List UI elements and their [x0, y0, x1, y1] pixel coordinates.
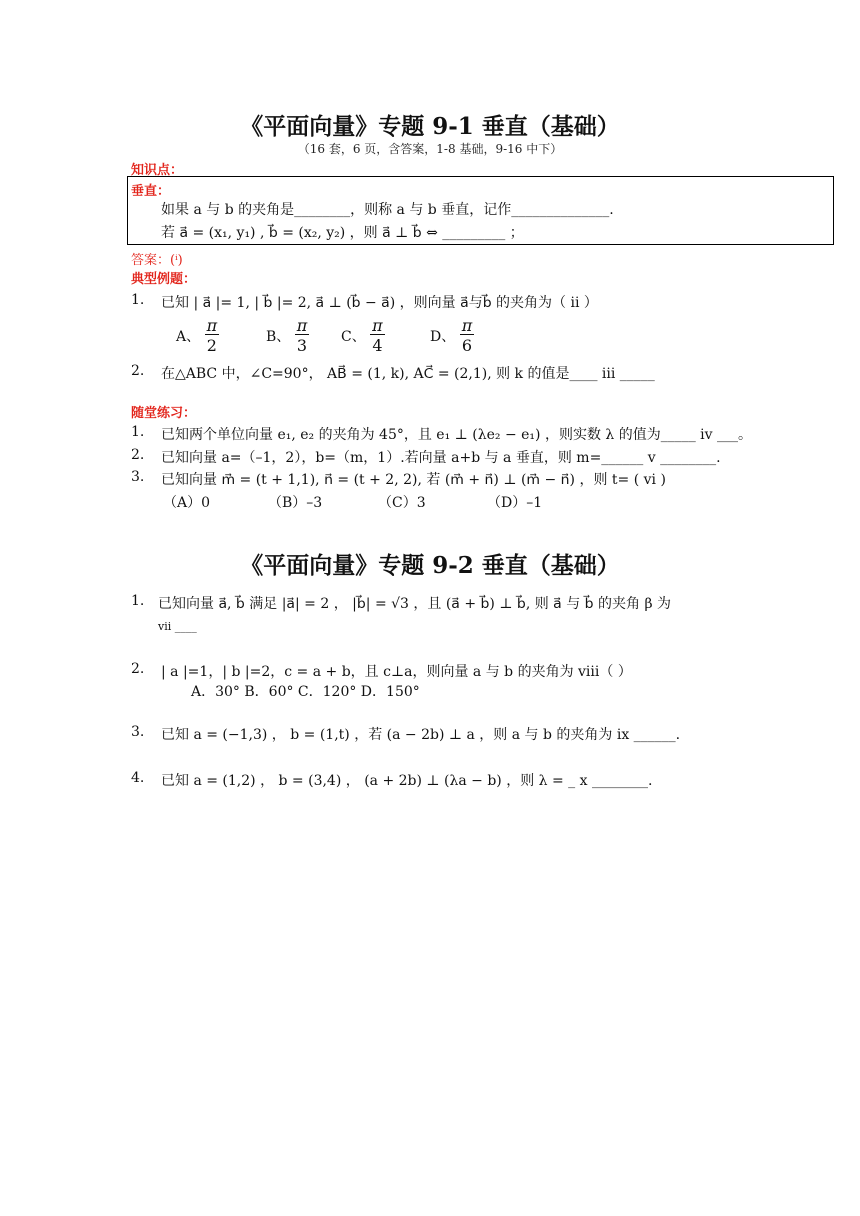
- part2-q3-number: 3.: [131, 724, 145, 740]
- doc-subtitle: （16 套，6 页，含答案，1-8 基础，9-16 中下）: [297, 142, 563, 156]
- example-1-number: 1.: [131, 292, 145, 308]
- box-line-1: 如果 a 与 b 的夹角是________，则称 a 与 b 垂直，记作______________.: [161, 202, 614, 218]
- example-1-option-b: B、 $\frac{\pi}{3}$: [266, 316, 308, 355]
- practice-3-number: 3.: [131, 469, 145, 485]
- practice-1-text: 已知两个单位向量 e₁, e₂ 的夹角为 45°，且 e₁ ⊥ (λe₂ − e₁) ，则实数 λ 的值为_____ iv ___。: [161, 427, 753, 443]
- example-1-option-c: C、 $\frac{\pi}{4}$: [341, 316, 383, 355]
- part2-q2-options: A．30° B．60° C．120° D．150°: [191, 684, 420, 700]
- practice-3-option-c: （C）3: [378, 495, 426, 511]
- practice-3-option-d: （D）–1: [487, 495, 543, 511]
- practice-1-number: 1.: [131, 424, 145, 440]
- part2-q1-text: 已知向量 a⃗, b⃗ 满足 |a⃗| = 2 ， |b⃗| = √3 ，且 (a⃗ + b⃗) ⊥ b⃗, 则 a⃗ 与 b⃗ 的夹角 β 为: [158, 596, 671, 612]
- doc-title-9-2: 《平面向量》专题 9-2 垂直（基础）: [240, 552, 620, 579]
- part2-q3-text: 已知 a = (−1,3) ， b = (1,t) ，若 (a − 2b) ⊥ a ，则 a 与 b 的夹角为 ix ______.: [161, 727, 681, 743]
- part2-q1-number: 1.: [131, 593, 145, 609]
- box-heading: 垂直：: [131, 184, 171, 199]
- practice-heading: 随堂练习：: [131, 406, 197, 421]
- example-2-number: 2.: [131, 363, 145, 379]
- examples-heading: 典型例题：: [131, 272, 197, 287]
- part2-q2-number: 2.: [131, 661, 145, 677]
- example-1-option-a: A、 $\frac{\pi}{2}$: [176, 316, 218, 355]
- doc-title-9-1: 《平面向量》专题 9-1 垂直（基础）: [240, 113, 620, 140]
- part2-q4-number: 4.: [131, 770, 145, 786]
- practice-3-text: 已知向量 m⃗ = (t + 1,1), n⃗ = (t + 2, 2), 若 (m⃗ + n⃗) ⊥ (m⃗ − n⃗) ，则 t= ( vi ): [161, 472, 666, 488]
- part2-q1-continuation: vii ____: [158, 620, 197, 633]
- practice-2-text: 已知向量 a=（–1，2），b=（m，1）.若向量 a+b 与 a 垂直，则 m=______ v ________.: [161, 450, 721, 466]
- example-1-text: 已知 | a⃗ |= 1, | b⃗ |= 2, a⃗ ⊥ (b⃗ − a⃗) ，则向量 a⃗与b⃗ 的夹角为（ ii ）: [161, 295, 598, 311]
- part2-q4-text: 已知 a = (1,2) ， b = (3,4) ， (a + 2b) ⊥ (λa − b) ，则 λ = _ x ________.: [161, 773, 653, 789]
- answer-line: 答案：(ⁱ): [131, 253, 183, 268]
- example-2-text: 在△ABC 中，∠C=90°， AB⃗ = (1, k), AC⃗ = (2,1), 则 k 的值是____ iii _____: [161, 366, 655, 382]
- practice-3-option-b: （B）–3: [268, 495, 323, 511]
- part2-q2-text: | a |=1，| b |=2，c = a + b，且 c⊥a，则向量 a 与 b 的夹角为 viii（ ）: [161, 664, 632, 680]
- example-1-option-d: D、 $\frac{\pi}{6}$: [430, 316, 473, 355]
- knowledge-heading: 知识点：: [131, 163, 184, 178]
- practice-2-number: 2.: [131, 447, 145, 463]
- box-line-2: 若 a⃗ = (x₁, y₁) , b⃗ = (x₂, y₂) ，则 a⃗ ⊥ b⃗ ⇔ _________ ；: [161, 225, 524, 241]
- practice-3-option-a: （A）0: [163, 495, 211, 511]
